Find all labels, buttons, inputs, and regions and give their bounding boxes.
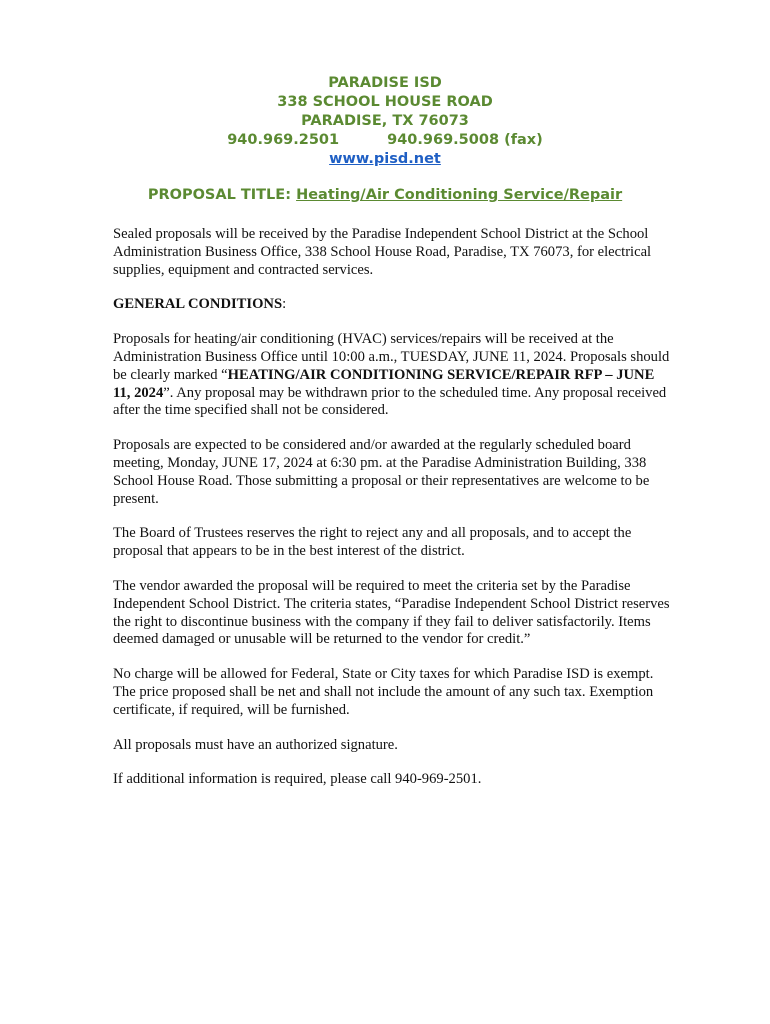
- deadline-paragraph: [113, 331, 673, 420]
- deadline-text-1: Proposals for heating/air conditioning (HVAC) services/repairs will be received at the Administration Business Office until 10:00 a.m., TUESDAY, JUNE 11, 2024. Proposals should be clearly marked “: [113, 331, 670, 383]
- general-conditions-colon: :: [282, 296, 287, 313]
- proposal-title: [0, 186, 770, 205]
- general-conditions-heading: [113, 296, 673, 314]
- criteria-paragraph: The vendor awarded the proposal will be required to meet the criteria set by the Paradise Independent School District. The criteria states, “Paradise Independent School District reserves the right to discontinue business with the company if they fail to deliver satisfactorily. Items deemed damaged or unusable will be returned to the vendor for credit.”: [113, 577, 670, 648]
- street-address: 338 SCHOOL HOUSE ROAD: [277, 94, 493, 110]
- contact-paragraph: If additional information is required, please call 940-969-2501.: [113, 771, 482, 788]
- deadline-text-2: ”. Any proposal may be withdrawn prior to the scheduled time. Any proposal received after the time specified shall not be considered.: [113, 384, 667, 419]
- tax-paragraph: No charge will be allowed for Federal, State or City taxes for which Paradise ISD is exempt. The price proposed shall be net and shall not include the amount of any such tax. Exemption certificate, if required, will be furnished.: [113, 666, 654, 718]
- website-link[interactable]: www.pisd.net: [329, 151, 441, 167]
- letterhead: [0, 74, 770, 169]
- proposal-marking: HEATING/AIR CONDITIONING SERVICE/REPAIR RFP – JUNE 11, 2024: [113, 366, 655, 401]
- fax-number: 940.969.5008 (fax): [387, 132, 543, 148]
- document-body: [113, 226, 673, 806]
- contact-numbers: [0, 131, 770, 150]
- intro-paragraph: Sealed proposals will be received by the Paradise Independent School District at the School Administration Business Office, 338 School House Road, Paradise, TX 76073, for electrical supplies, equipment and contracted services.: [113, 226, 652, 278]
- district-name: PARADISE ISD: [328, 75, 442, 91]
- general-conditions-label: GENERAL CONDITIONS: [113, 296, 283, 313]
- rights-paragraph: The Board of Trustees reserves the right to reject any and all proposals, and to accept the proposal that appears to be in the best interest of the district.: [113, 525, 632, 560]
- city-state-zip: PARADISE, TX 76073: [301, 113, 469, 129]
- signature-paragraph: All proposals must have an authorized signature.: [113, 736, 398, 753]
- board-meeting-paragraph: Proposals are expected to be considered and/or awarded at the regularly scheduled board meeting, Monday, JUNE 17, 2024 at 6:30 pm. at the Paradise Administration Building, 338 School House Road. Those submitting a proposal or their representatives are welcome to be present.: [113, 437, 650, 507]
- phone-number: 940.969.2501: [227, 132, 340, 148]
- proposal-title-value: Heating/Air Conditioning Service/Repair: [296, 187, 623, 203]
- proposal-title-label: PROPOSAL TITLE:: [147, 187, 291, 203]
